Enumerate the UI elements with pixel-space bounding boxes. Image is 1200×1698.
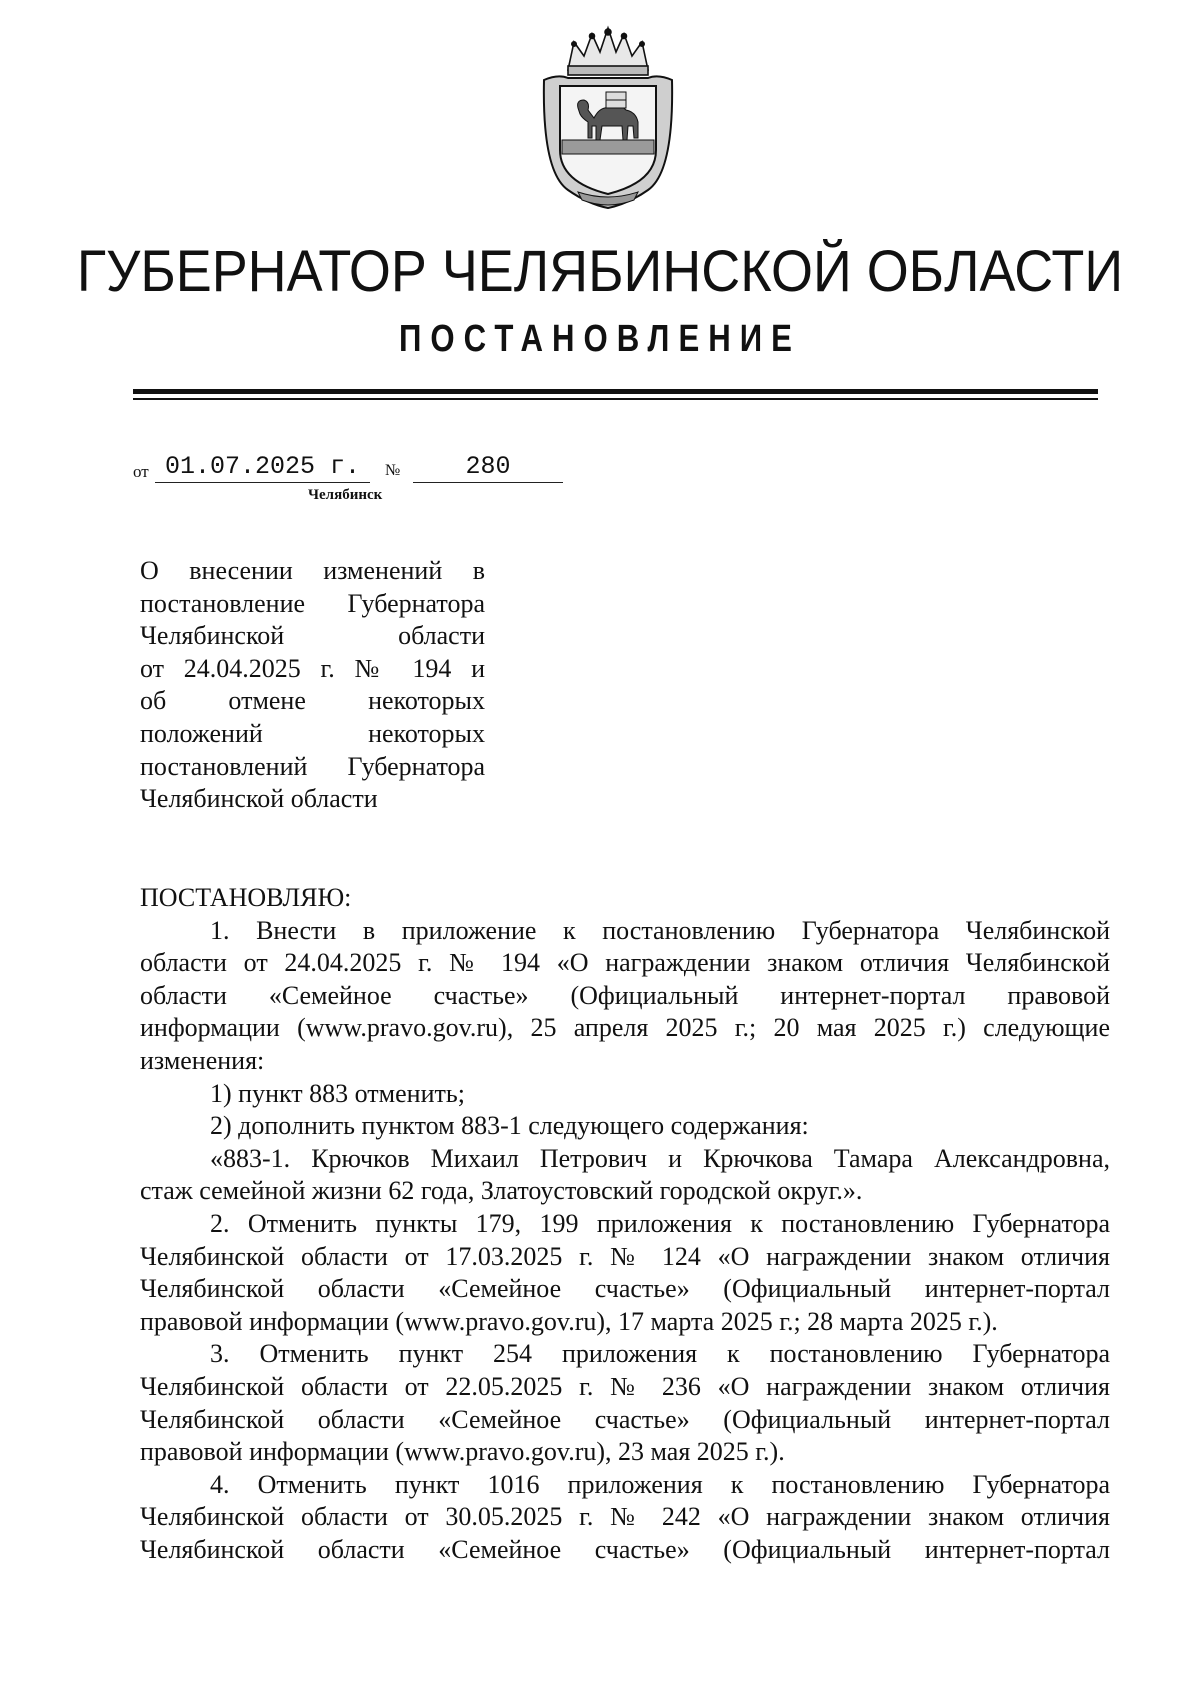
paragraph-line: Челябинской области «Семейное счастье» (Официальный интернет-портал	[140, 1274, 1110, 1304]
paragraph-1-sub-2	[140, 1110, 1110, 1143]
paragraph-1-sub-1	[140, 1078, 1110, 1111]
paragraph-line: Челябинской области от 30.05.2025 г. № 242 «О награждении знаком отличия	[140, 1502, 1110, 1532]
paragraph-line: 1. Внести в приложение к постановлению Губернатора Челябинской	[210, 915, 1110, 945]
issuing-authority: ГУБЕРНАТОР ЧЕЛЯБИНСКОЙ ОБЛАСТИ	[76, 239, 1124, 304]
subject-line: Челябинской области	[140, 784, 378, 814]
paragraph-line: 1) пункт 883 отменить;	[210, 1078, 465, 1108]
document-subject	[140, 555, 485, 816]
date-label: от	[133, 462, 149, 481]
paragraph-line: Челябинской области «Семейное счастье» (Официальный интернет-портал	[140, 1534, 1110, 1564]
subject-line: О внесении изменений в	[140, 556, 485, 585]
paragraph-line: правовой информации (www.pravo.gov.ru), 23 мая 2025 г.).	[140, 1437, 785, 1467]
paragraph-line: 3. Отменить пункт 254 приложения к постановлению Губернатора	[210, 1339, 1110, 1369]
paragraph-1-quote	[140, 1143, 1110, 1208]
header-rule-thick	[133, 389, 1098, 394]
paragraph-line: Челябинской области от 22.05.2025 г. № 236 «О награждении знаком отличия	[140, 1371, 1110, 1401]
paragraph-line: информации (www.pravo.gov.ru), 25 апреля 2025 г.; 20 мая 2025 г.) следующие	[140, 1013, 1110, 1043]
header-rule-thin	[133, 398, 1098, 400]
subject-line: положений некоторых	[140, 718, 485, 748]
paragraph-2	[140, 1208, 1110, 1338]
paragraph-line: стаж семейной жизни 62 года, Златоустовский городской округ.».	[140, 1176, 863, 1206]
subject-line: об отмене некоторых	[140, 686, 485, 716]
subject-line: Челябинской области	[140, 621, 485, 651]
paragraph-4	[140, 1469, 1110, 1567]
paragraph-line: правовой информации (www.pravo.gov.ru), 17 марта 2025 г.; 28 марта 2025 г.).	[140, 1306, 998, 1336]
document-body	[140, 882, 1110, 1566]
paragraph-line: «883-1. Крючков Михаил Петрович и Крючкова Тамара Александровна,	[210, 1143, 1110, 1173]
coat-of-arms-emblem	[538, 22, 678, 212]
document-city: Челябинск	[308, 487, 383, 503]
paragraph-line: Челябинской области «Семейное счастье» (Официальный интернет-портал	[140, 1404, 1110, 1434]
paragraph-line: области от 24.04.2025 г. № 194 «О награждении знаком отличия Челябинской	[140, 948, 1110, 978]
document-type: ПОСТАНОВЛЕНИЕ	[398, 318, 801, 360]
paragraph-line: 2. Отменить пункты 179, 199 приложения к постановлению Губернатора	[210, 1208, 1110, 1238]
document-date: 01.07.2025 г.	[155, 452, 370, 483]
paragraph-3	[140, 1338, 1110, 1468]
number-label: №	[385, 462, 401, 479]
subject-line: постановление Губернатора	[140, 588, 485, 618]
paragraph-line: области «Семейное счастье» (Официальный интернет-портал правовой	[140, 980, 1110, 1010]
decree-label: ПОСТАНОВЛЯЮ:	[140, 883, 352, 912]
subject-line: постановлений Губернатора	[140, 751, 485, 781]
paragraph-1	[140, 915, 1110, 1078]
subject-line: от 24.04.2025 г. № 194 и	[140, 653, 485, 683]
paragraph-line: 4. Отменить пункт 1016 приложения к постановлению Губернатора	[210, 1469, 1110, 1499]
paragraph-line: изменения:	[140, 1045, 265, 1075]
document-number: 280	[413, 452, 563, 483]
paragraph-line: 2) дополнить пунктом 883-1 следующего содержания:	[210, 1111, 809, 1141]
paragraph-line: Челябинской области от 17.03.2025 г. № 124 «О награждении знаком отличия	[140, 1241, 1110, 1271]
